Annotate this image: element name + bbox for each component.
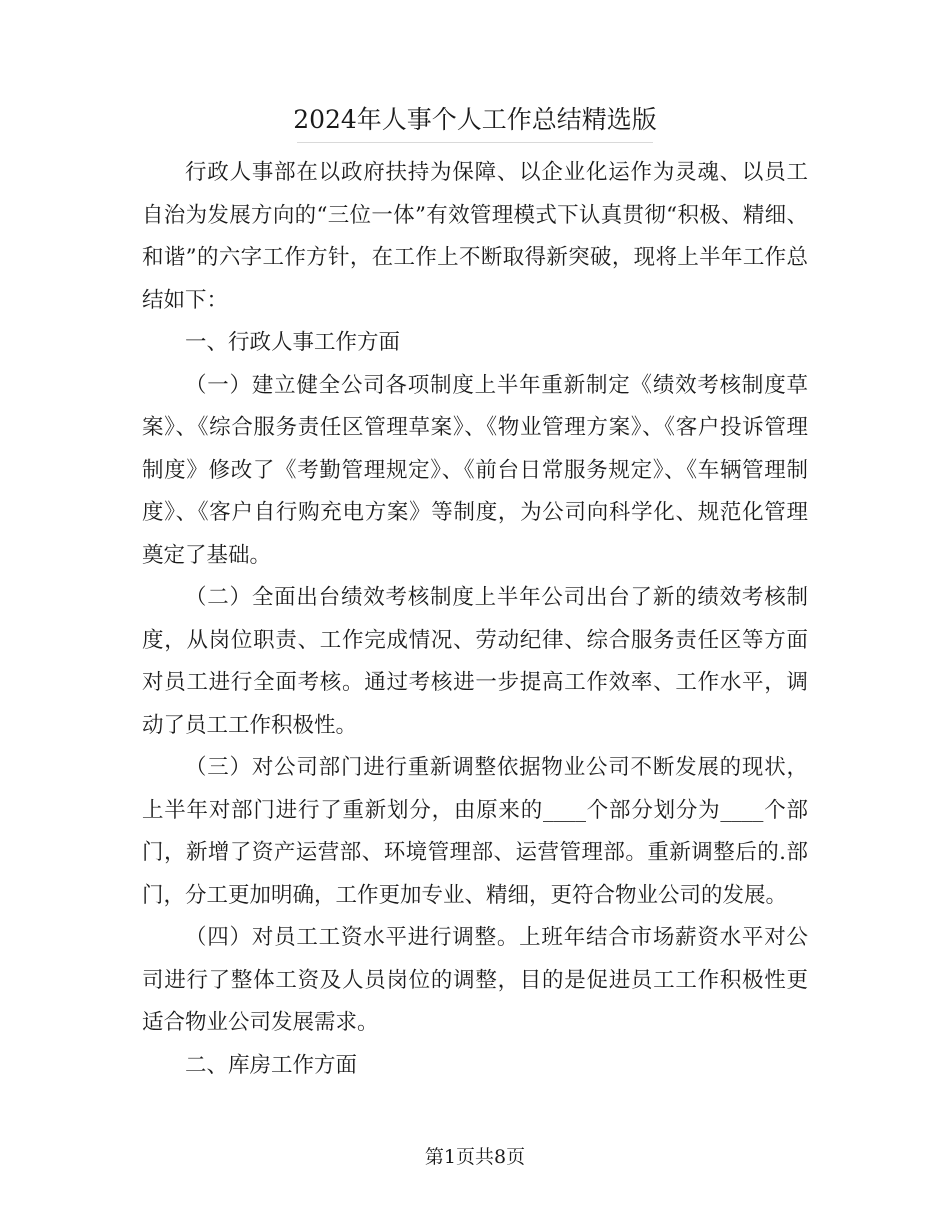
intro-paragraph: 行政人事部在以政府扶持为保障、以企业化运作为灵魂、以员工自治为发展方向的“三位一体”有效管理模式下认真贯彻“积极、精细、和谐”的六字工作方针，在工作上不断取得新突破，现将上半年工作总结如下： [142,160,808,313]
paragraph-item-2: （二）全面出台绩效考核制度上半年公司出台了新的绩效考核制度，从岗位职责、工作完成情况、劳动纪律、综合服务责任区等方面对员工进行全面考核。通过考核进一步提高工作效率、工作水平，调动了员工工作积极性。 [142,585,808,738]
title-underline [297,142,653,143]
page-number-footer: 第1页共8页 [424,1146,526,1168]
document-body [142,152,808,1087]
document-title: 2024年人事个人工作总结精选版 [293,105,657,134]
paragraph-item-1: （一）建立健全公司各项制度上半年重新制定《绩效考核制度草案》、《综合服务责任区管理草案》、《物业管理方案》、《客户投诉管理制度》修改了《考勤管理规定》、《前台日常服务规定》、《车辆管理制度》、《客户自行购充电方案》等制度，为公司向科学化、规范化管理奠定了基础。 [142,372,808,568]
paragraph-item-4: （四）对员工工资水平进行调整。上班年结合市场薪资水平对公司进行了整体工资及人员岗位的调整，目的是促进员工工作积极性更适合物业公司发展需求。 [142,925,808,1035]
section-heading-warehouse: 二、库房工作方面 [185,1052,358,1078]
section-heading-admin: 一、行政人事工作方面 [185,330,401,355]
paragraph-item-3: （三）对公司部门进行重新调整依据物业公司不断发展的现状，上半年对部门进行了重新划分，由原来的____个部分划分为____个部门，新增了资产运营部、环境管理部、运营管理部。重新调整后的.部门，分工更加明确，工作更加专业、精细，更符合物业公司的发展。 [142,755,808,908]
